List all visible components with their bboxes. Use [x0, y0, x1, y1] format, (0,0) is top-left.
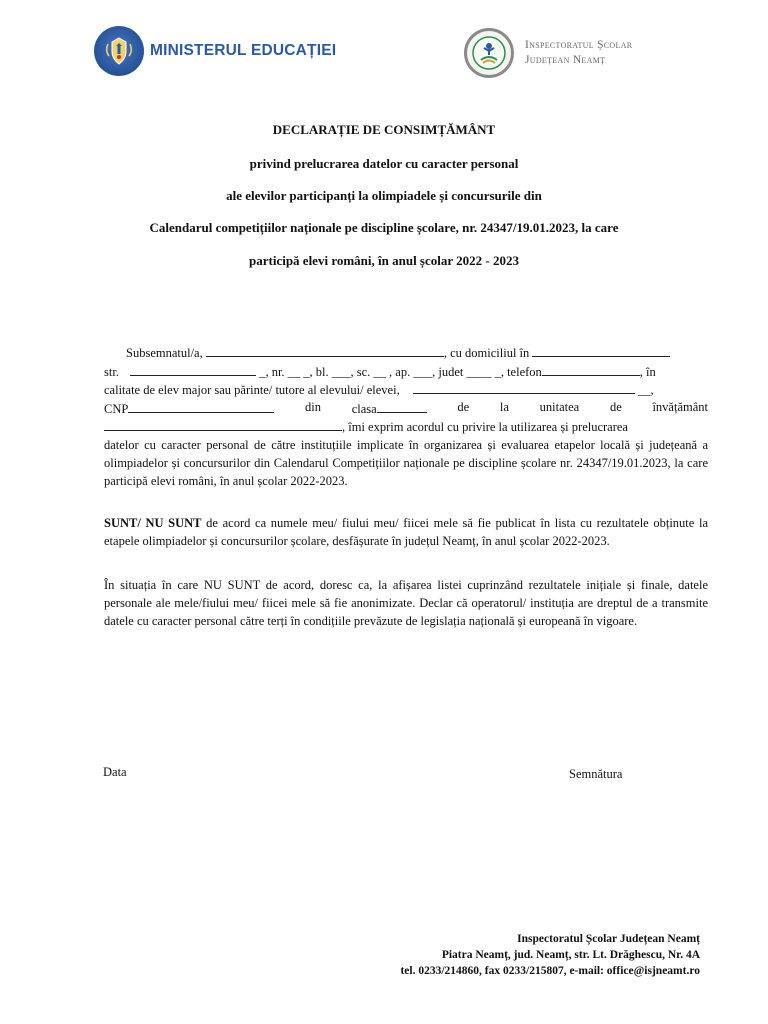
- signature-label: Semnătura: [569, 767, 623, 781]
- title-subline-1: privind prelucrarea datelor cu caracter personal: [249, 156, 519, 171]
- de2-label: de: [609, 400, 622, 414]
- clasa-label: clasa: [351, 402, 377, 416]
- document-title: DECLARAȚIE DE CONSIMȚĂMÂNT: [272, 122, 496, 137]
- domicile-blank[interactable]: [532, 344, 670, 357]
- footer-line-2: Piatra Neamț, jud. Neamț, str. Lt. Drăghescu, Nr. 4A: [441, 949, 700, 961]
- form-line-address: [104, 363, 708, 380]
- title-subline-4: participă elevi români, în anul școlar 2022 - 2023: [249, 253, 519, 268]
- footer-address: [280, 931, 700, 979]
- in-label: , în: [639, 365, 656, 379]
- la-label: la: [499, 400, 509, 414]
- cnp-label: CNP: [104, 402, 129, 416]
- student-name-blank[interactable]: [413, 381, 635, 394]
- form-line-calitate: [104, 381, 708, 398]
- address-details: _, nr. __ _, bl. ___, sc. __ , ap. ___, judet ____ _, telefon: [259, 365, 542, 379]
- form-line-cnp: [104, 400, 708, 417]
- isj-emblem-icon: [464, 28, 514, 78]
- isj-logo: [464, 28, 632, 78]
- subsemnatul-label: Subsemnatul/a,: [126, 346, 203, 360]
- invatamant-label: învățământ: [652, 400, 708, 414]
- form-line-school: [104, 418, 708, 435]
- title-subline-3: Calendarul competițiilor naționale pe discipline școlare, nr. 24347/19.01.2023, la care: [149, 220, 619, 235]
- de-label: de: [457, 400, 470, 414]
- acord-text: , îmi exprim acordul cu privire la utilizarea și prelucrarea: [342, 420, 628, 434]
- class-blank[interactable]: [377, 400, 427, 413]
- isj-name-line1: Inspectoratul Școlar: [525, 39, 633, 51]
- anonymization-paragraph: În situația în care NU SUNT de acord, doresc ca, la afișarea listei cuprinzând rezultatele inițiale și finale, datele personale ale mele/fiului meu/ fiicei mele să fie anonimizate. Declar că operatorul/ instituția are dreptul de a transmite datele cu caracter personal către terți în condițiile prevăzute de legislația națională și europeană în vigoare.: [104, 578, 708, 628]
- footer-line-3: tel. 0233/214860, fax 0233/215807, e-mail: office@isjneamt.ro: [400, 965, 700, 977]
- sunt-nu-sunt: SUNT/ NU SUNT: [104, 516, 202, 530]
- domiciliul-label: , cu domiciliul în: [443, 346, 530, 360]
- date-label: Data: [103, 765, 127, 779]
- name-blank[interactable]: [206, 344, 444, 357]
- cnp-blank[interactable]: [128, 400, 274, 413]
- comma-end: __,: [637, 383, 654, 397]
- street-blank[interactable]: [130, 363, 256, 376]
- romanian-coat-of-arms-icon: [94, 26, 144, 76]
- phone-blank[interactable]: [542, 363, 640, 376]
- ministry-name: MINISTERUL EDUCAȚIEI: [150, 42, 337, 59]
- form-line-name: [104, 344, 708, 361]
- str-label: str.: [104, 365, 119, 379]
- footer-line-1: Inspectoratul Școlar Județean Neamț: [517, 933, 700, 945]
- ministry-logo: [94, 26, 336, 76]
- acord-continuation: datelor cu caracter personal de către instituțiile implicate în organizarea și evaluarea etapelor locală și județeană a olimpiadelor și concursurilor din Calendarul Competițiilor naționale pe discipline școlare nr. 24347/19.01.2023, la care participă elevi români, în anul școlar 2022-2023.: [104, 438, 708, 488]
- consent-paragraph: [104, 514, 708, 550]
- consent-text: de acord ca numele meu/ fiului meu/ fiicei mele să fie publicat în lista cu rezultatele obținute la etapele olimpiadelor și concursurilor școlare, desfășurate în județul Neamț, în anul școlar 2022-2023.: [104, 516, 709, 548]
- unitatea-label: unitatea: [539, 400, 580, 414]
- school-blank[interactable]: [104, 418, 342, 431]
- isj-name: [525, 38, 632, 68]
- din-label: din: [305, 400, 322, 414]
- title-subline-2: ale elevilor participanți la olimpiadele și concursurile din: [226, 188, 542, 203]
- isj-name-line2: Județean Neamț: [525, 54, 606, 66]
- calitate-label: calitate de elev major sau părinte/ tutore al elevului/ elevei,: [104, 383, 400, 397]
